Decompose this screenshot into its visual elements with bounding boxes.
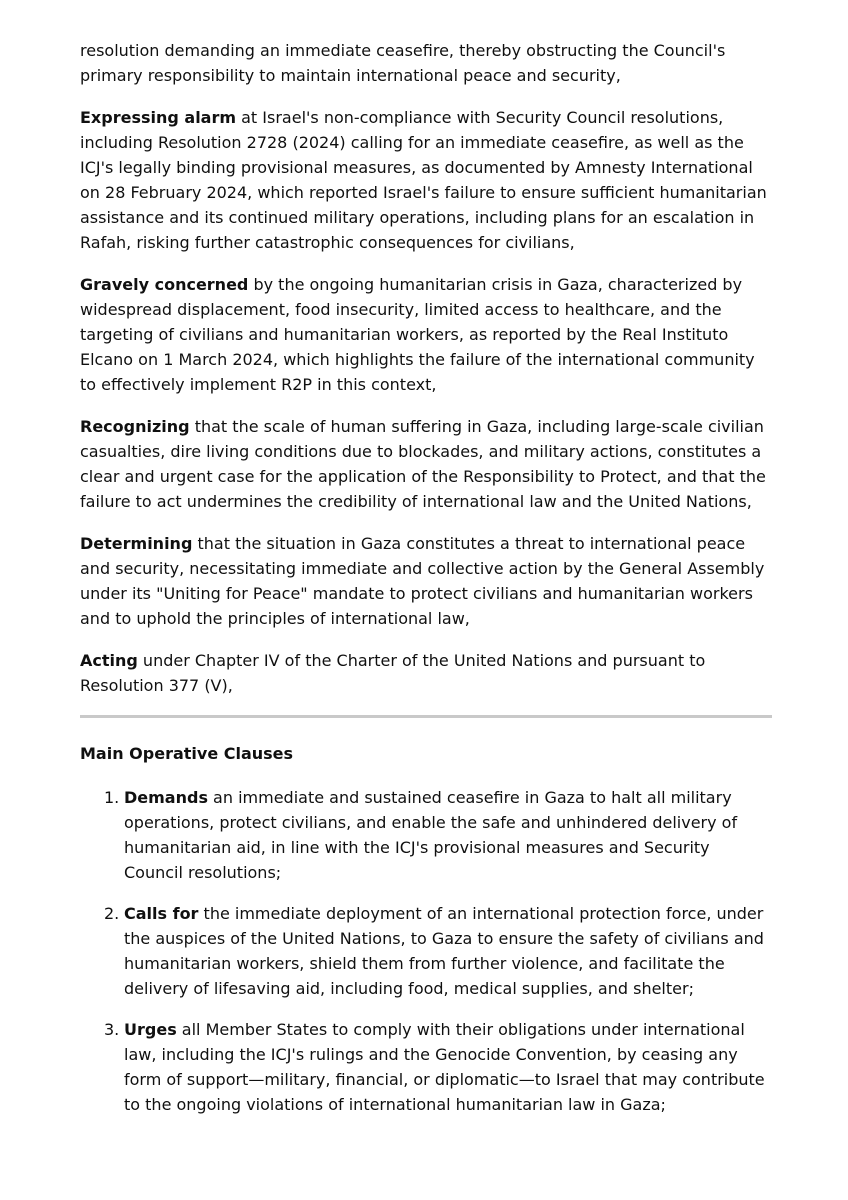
clause-text [124,901,772,1001]
preamble-paragraph-acting [80,648,772,698]
clause-lead: Demands [124,788,208,807]
clause-number: 3. [104,1020,120,1039]
operative-clause-demands [104,785,772,885]
clause-lead: Urges [124,1020,177,1039]
paragraph-lead: Gravely concerned [80,275,249,294]
preamble-paragraph-recognizing [80,414,772,514]
clause-text [124,785,772,885]
paragraph-lead: Expressing alarm [80,108,237,127]
preamble-paragraph-continuation [80,38,772,88]
operative-clauses-list [80,785,772,1117]
section-divider [80,715,772,718]
paragraph-lead: Determining [80,534,193,553]
paragraph-text: under Chapter IV of the Charter of the United Nations and pursuant to Resolution 377 (V), [80,651,706,695]
paragraph-text: resolution demanding an immediate ceasefire, thereby obstructing the Council's primary responsibility to maintain international peace and security, [80,41,726,85]
paragraph-lead: Acting [80,651,138,670]
preamble-paragraph-gravely-concerned [80,272,772,397]
operative-clauses-heading: Main Operative Clauses [80,744,294,763]
clause-text [124,1017,772,1117]
clause-rest: an immediate and sustained ceasefire in Gaza to halt all military operations, protect civilians, and enable the safe and unhindered delivery of humanitarian aid, in line with the ICJ's provisional measures and Security Council resolutions; [124,788,738,882]
paragraph-text: at Israel's non-compliance with Security Council resolutions, including Resolution 2728 (2024) calling for an immediate ceasefire, as well as the ICJ's legally binding provisional measures, as documented by Amnesty International on 28 February 2024, which reported Israel's failure to ensure sufficient humanitarian assistance and its continued military operations, including plans for an escalation in Rafah, risking further catastrophic consequences for civilians, [80,108,767,252]
operative-clause-urges [104,1017,772,1117]
paragraph-text: by the ongoing humanitarian crisis in Gaza, characterized by widespread displacement, food insecurity, limited access to healthcare, and the targeting of civilians and humanitarian workers, as reported by the Real Instituto Elcano on 1 March 2024, which highlights the failure of the international community to effectively implement R2P in this context, [80,275,755,394]
clause-lead: Calls for [124,904,199,923]
clause-rest: the immediate deployment of an international protection force, under the auspices of the United Nations, to Gaza to ensure the safety of civilians and humanitarian workers, shield them from further violence, and facilitate the delivery of lifesaving aid, including food, medical supplies, and shelter; [124,904,764,998]
clause-number: 2. [104,904,120,923]
clause-number: 1. [104,788,120,807]
paragraph-lead: Recognizing [80,417,190,436]
paragraph-text: that the situation in Gaza constitutes a threat to international peace and security, necessitating immediate and collective action by the General Assembly under its "Uniting for Peace" mandate to protect civilians and humanitarian workers and to uphold the principles of international law, [80,534,765,628]
preamble-paragraph-determining [80,531,772,631]
paragraph-text: that the scale of human suffering in Gaza, including large-scale civilian casualties, dire living conditions due to blockades, and military actions, constitutes a clear and urgent case for the application of the Responsibility to Protect, and that the failure to act undermines the credibility of international law and the United Nations, [80,417,766,511]
operative-clause-calls-for [104,901,772,1001]
preamble-paragraph-expressing-alarm [80,105,772,255]
clause-rest: all Member States to comply with their obligations under international law, including the ICJ's rulings and the Genocide Convention, by ceasing any form of support—military, financial, or diplomatic—to Israel that may contribute to the ongoing violations of international humanitarian law in Gaza; [124,1020,765,1114]
